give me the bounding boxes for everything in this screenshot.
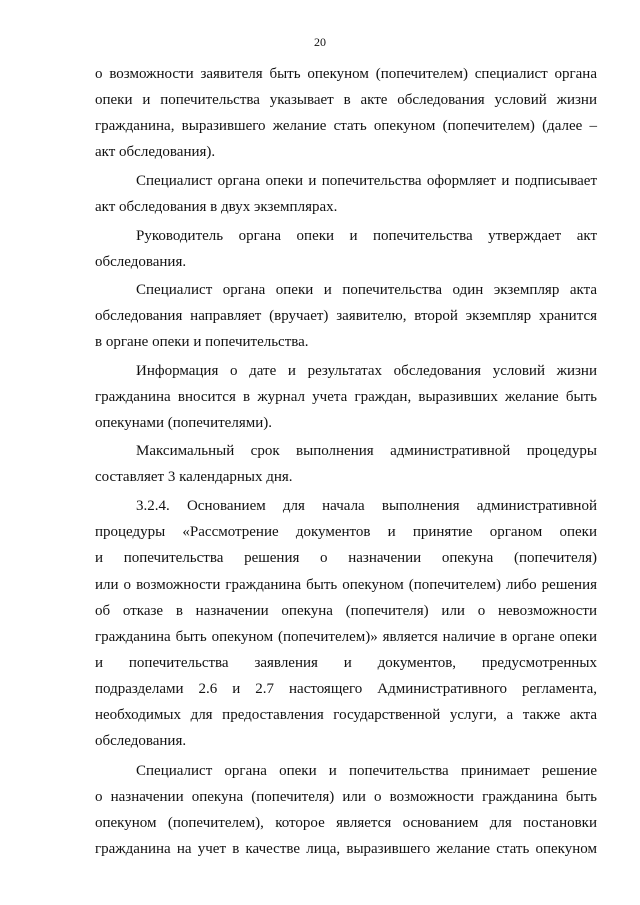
text-line: гражданина быть опекуном (попечителем)» является наличие в органе опеки bbox=[95, 629, 597, 645]
text-line: и попечительства заявления и документов, предусмотренных bbox=[95, 655, 597, 671]
text-line: опекуном (попечителем), которое является основанием для постановки bbox=[95, 815, 597, 831]
text-line: необходимых для предоставления государственной услуги, а также акта bbox=[95, 707, 597, 723]
text-line: Руководитель органа опеки и попечительства утверждает акт bbox=[136, 228, 597, 244]
text-line: опекунами (попечителями). bbox=[95, 415, 272, 431]
text-line: подразделами 2.6 и 2.7 настоящего Административного регламента, bbox=[95, 681, 597, 697]
text-line: составляет 3 календарных дня. bbox=[95, 469, 293, 485]
text-line: Специалист органа опеки и попечительства принимает решение bbox=[136, 763, 597, 779]
text-line: обследования. bbox=[95, 254, 187, 270]
text-line: о назначении опекуна (попечителя) или о возможности гражданина быть bbox=[95, 789, 597, 805]
text-line: 3.2.4. Основанием для начала выполнения административной bbox=[136, 498, 597, 514]
text-line: гражданина, выразившего желание стать опекуном (попечителем) (далее – bbox=[95, 118, 597, 134]
text-line: опеки и попечительства указывает в акте обследования условий жизни bbox=[95, 92, 597, 108]
page-number: 20 bbox=[314, 35, 326, 49]
text-line: акт обследования). bbox=[95, 144, 216, 160]
text-line: в органе опеки и попечительства. bbox=[95, 334, 309, 350]
text-line: обследования направляет (вручает) заявителю, второй экземпляр хранится bbox=[95, 308, 597, 324]
text-line: Специалист органа опеки и попечительства один экземпляр акта bbox=[136, 282, 597, 298]
text-line: об отказе в назначении опекуна (попечителя) или о невозможности bbox=[95, 603, 597, 619]
text-line: обследования. bbox=[95, 733, 187, 749]
text-line: Максимальный срок выполнения административной процедуры bbox=[136, 443, 597, 459]
text-line: гражданина вносится в журнал учета граждан, выразивших желание быть bbox=[95, 389, 597, 405]
text-line: или о возможности гражданина быть опекуном (попечителем) либо решения bbox=[95, 577, 597, 593]
text-line: гражданина на учет в качестве лица, выразившего желание стать опекуном bbox=[95, 841, 597, 857]
text-line: акт обследования в двух экземплярах. bbox=[95, 199, 338, 215]
text-line: о возможности заявителя быть опекуном (попечителем) специалист органа bbox=[95, 66, 597, 82]
text-line: Специалист органа опеки и попечительства оформляет и подписывает bbox=[136, 173, 597, 189]
text-line: Информация о дате и результатах обследования условий жизни bbox=[136, 363, 597, 379]
text-line: и попечительства решения о назначении опекуна (попечителя) bbox=[95, 550, 597, 566]
text-line: процедуры «Рассмотрение документов и принятие органом опеки bbox=[95, 524, 597, 540]
